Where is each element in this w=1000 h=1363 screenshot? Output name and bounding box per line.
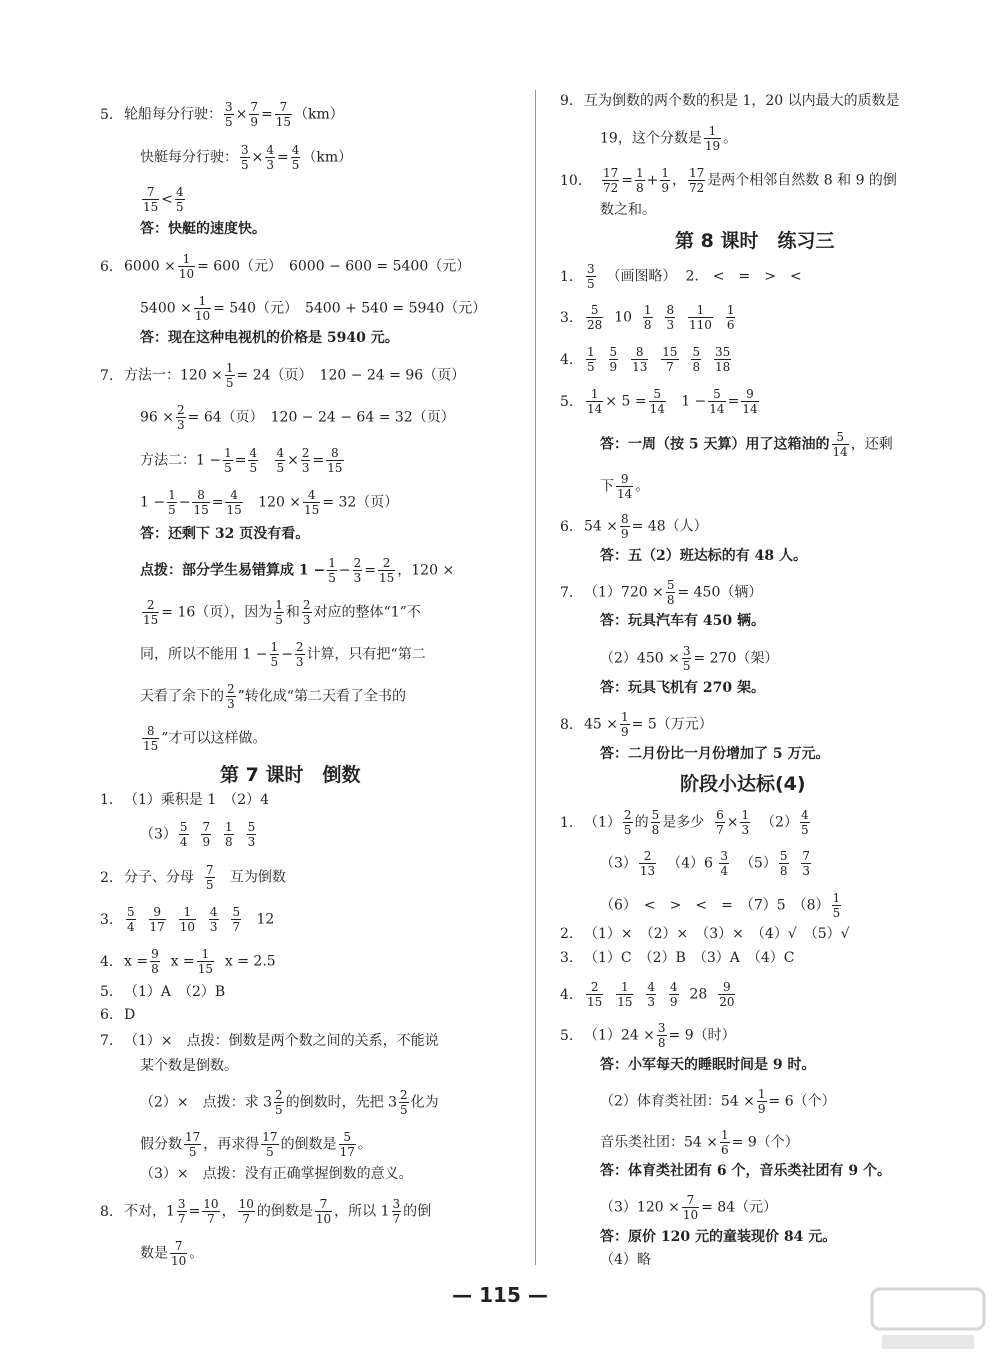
- fraction: $\frac{6}{7}$: [716, 808, 724, 837]
- s7-q3: 3. $\frac{5}{4}$ $\frac{9}{17}$ $\frac{1}{10}$ $\frac{4}{3}$ $\frac{5}{7}$ 12: [100, 905, 275, 934]
- s7-q1-l1: 1. （1）乘积是 1 （2）4: [100, 792, 270, 808]
- fraction: $\frac{2}{15}$: [143, 598, 159, 627]
- q7-tip1: 点拨：部分学生易错算成 1 − $\frac{1}{5}$ − $\frac{2}{3}$ = $\frac{2}{15}$ ，120 ×: [140, 556, 455, 585]
- s8-q4: 4. $\frac{1}{5}$ $\frac{5}{9}$ $\frac{8}{13}$ $\frac{15}{7}$ $\frac{5}{8}$ $\frac{35}{18}$: [560, 345, 731, 374]
- d-q5-l2: （2）体育类社团：54 × $\frac{1}{9}$ = 6（个）: [600, 1087, 836, 1116]
- d-q1-l1: 1. （1） $\frac{2}{5}$ 的 $\frac{5}{8}$ 是多少 $\frac{6}{7}$ × $\frac{1}{3}$ （2） $\frac{4}{5}$: [560, 808, 809, 837]
- fraction: $\frac{1}{9}$: [757, 1087, 766, 1116]
- fraction: $\frac{4}{15}$: [226, 488, 242, 517]
- fraction: $\frac{1}{9}$: [621, 710, 629, 739]
- fraction: $\frac{4}{3}$: [266, 143, 275, 172]
- s8-q7-ans2: 答：玩具飞机有 270 架。: [600, 680, 765, 696]
- d-q5-l1: 5. （1）24 × $\frac{3}{8}$ = 9（时）: [560, 1021, 736, 1050]
- fraction: $\frac{1}{10}$: [178, 252, 195, 281]
- fraction: $\frac{7}{15}$: [275, 100, 292, 129]
- fraction: $\frac{35}{18}$: [715, 345, 731, 374]
- fraction: $\frac{2}{5}$: [623, 808, 632, 837]
- d-q5-ans1: 答：小军每天的睡眠时间是 9 时。: [600, 1057, 816, 1073]
- fraction: $\frac{8}{13}$: [632, 345, 648, 374]
- s8-q5: 5. $\frac{1}{14}$ × 5 = $\frac{5}{14}$ 1 − $\frac{5}{14}$ = $\frac{9}{14}$: [560, 387, 758, 416]
- fraction: $\frac{2}{3}$: [177, 403, 185, 432]
- fraction: $\frac{4}{3}$: [647, 980, 656, 1009]
- q5-line1: 5. 轮船每分行驶： $\frac{3}{5}$ × $\frac{7}{9}$ = $\frac{7}{15}$ （km）: [100, 100, 344, 129]
- fraction: $\frac{7}{9}$: [202, 820, 211, 849]
- fraction: $\frac{5}{9}$: [609, 345, 618, 374]
- d-q5-l5: （4）略: [600, 1252, 651, 1268]
- s8-q1: 1. $\frac{3}{5}$ （画图略） 2. < = > <: [560, 262, 802, 291]
- fraction: $\frac{4}{5}$: [291, 143, 300, 172]
- fraction: $\frac{2}{3}$: [353, 556, 362, 585]
- section-title-7: 第 7 课时 倒数: [220, 764, 361, 786]
- s8-q7-l2: （2）450 × $\frac{3}{5}$ = 270（架）: [600, 644, 779, 673]
- fraction: $\frac{1}{110}$: [689, 303, 712, 332]
- fraction: $\frac{1}{19}$: [704, 124, 721, 153]
- fraction: $\frac{1}{5}$: [225, 361, 234, 390]
- fraction: $\frac{7}{5}$: [205, 863, 214, 892]
- column-divider: [535, 90, 536, 1265]
- s7-q8-l2: 数是 $\frac{7}{10}$ 。: [140, 1239, 204, 1268]
- fraction: $\frac{7}{9}$: [250, 100, 259, 129]
- fraction: $\frac{5}{14}$: [649, 387, 665, 416]
- q6-line1: 6. 6000 × $\frac{1}{10}$ = 600（元） 6000 − 600 = 5400（元）: [100, 252, 471, 281]
- s8-q8: 8. 45 × $\frac{1}{9}$ = 5（万元）: [560, 710, 713, 739]
- fraction: $\frac{1}{6}$: [721, 1128, 729, 1157]
- fraction: $\frac{17}{5}$: [262, 1130, 278, 1159]
- s8-q7-ans1: 答：玩具汽车有 450 辆。: [600, 613, 765, 629]
- fraction: $\frac{17}{5}$: [185, 1130, 201, 1159]
- q7-line3: 方法二：1 − $\frac{1}{5}$ = $\frac{4}{5}$ $\frac{4}{5}$ × $\frac{2}{3}$ = $\frac{8}{15}$: [140, 446, 343, 475]
- s7-q7-l1: 7. （1）× 点拨：倒数是两个数之间的关系，不能说: [100, 1033, 439, 1049]
- fraction: $\frac{3}{5}$: [241, 143, 249, 172]
- fraction: $\frac{4}{5}$: [249, 446, 258, 475]
- fraction: $\frac{7}{15}$: [143, 185, 159, 214]
- fraction: $\frac{1}{5}$: [587, 345, 595, 374]
- fraction: $\frac{2}{15}$: [378, 556, 395, 585]
- fraction: $\frac{8}{15}$: [143, 724, 159, 753]
- q6-answer: 答：现在这种电视机的价格是 5940 元。: [140, 330, 399, 346]
- s7-q5: 5. （1）A （2）B: [100, 984, 226, 1000]
- q6-line2: 5400 × $\frac{1}{10}$ = 540（元） 5400 + 540 = 5940（元）: [140, 294, 487, 323]
- q7-line1: 7. 方法一：120 × $\frac{1}{5}$ = 24（页） 120 − 24 = 96（页）: [100, 361, 466, 390]
- fraction: $\frac{1}{5}$: [832, 891, 841, 920]
- d-q3: 3. （1）C （2）B （3）A （4）C: [560, 950, 795, 966]
- fraction: $\frac{2}{13}$: [639, 849, 656, 878]
- q7-tip2: $\frac{2}{15}$ = 16（页），因为 $\frac{1}{5}$ 和 $\frac{2}{3}$ 对应的整体“1”不: [143, 598, 421, 627]
- q7-tip3: 同，所以不能用 1 − $\frac{1}{5}$ − $\frac{2}{3}$ 计算，只有把“第二: [140, 640, 426, 669]
- fraction: $\frac{1}{14}$: [587, 387, 603, 416]
- fraction: $\frac{4}{15}$: [304, 488, 320, 517]
- fraction: $\frac{5}{4}$: [127, 905, 135, 934]
- fraction: $\frac{8}{15}$: [327, 446, 343, 475]
- section-title-8: 第 8 课时 练习三: [675, 230, 835, 252]
- r-q10-l1: 10. $\frac{17}{72}$ = $\frac{1}{8}$ + $\frac{1}{9}$ ， $\frac{17}{72}$ 是两个相邻自然数 8 和 9 的倒: [560, 166, 897, 195]
- d-q5-ans2: 答：体育类社团有 6 个，音乐类社团有 9 个。: [600, 1163, 891, 1179]
- s8-q6-ans: 答：五（2）班达标的有 48 人。: [600, 548, 807, 564]
- fraction: $\frac{4}{5}$: [276, 446, 285, 475]
- d-q2: 2. （1）× （2）× （3）× （4）√ （5）√: [560, 926, 850, 942]
- s7-q2: 2. 分子、分母 $\frac{7}{5}$ 互为倒数: [100, 863, 286, 892]
- s7-q7-l5: （3）× 点拨：没有正确掌握倒数的意义。: [140, 1166, 413, 1182]
- fraction: $\frac{2}{3}$: [295, 640, 304, 669]
- fraction: $\frac{1}{10}$: [194, 294, 211, 323]
- fraction: $\frac{1}{9}$: [661, 166, 670, 195]
- fraction: $\frac{3}{8}$: [657, 1021, 666, 1050]
- r-q10-l2: 数之和。: [600, 202, 656, 218]
- s7-q4: 4. x = $\frac{9}{8}$ x = $\frac{1}{15}$ x = 2.5: [100, 947, 276, 976]
- fraction: $\frac{9}{17}$: [149, 905, 165, 934]
- fraction: $\frac{5}{8}$: [651, 808, 660, 837]
- fraction: $\frac{1}{5}$: [270, 640, 279, 669]
- fraction: $\frac{15}{7}$: [662, 345, 678, 374]
- s8-q5-ans1: 答：一周（按 5 天算）用了这箱油的 $\frac{5}{14}$ ，还剩: [600, 430, 893, 459]
- s7-q7-l3: （2）× 点拨：求 3 $\frac{2}{5}$ 的倒数时，先把 3 $\frac{2}{5}$ 化为: [140, 1088, 439, 1117]
- section-title-stage: 阶段小达标(4): [680, 773, 806, 795]
- fraction: $\frac{7}{3}$: [802, 849, 811, 878]
- fraction: $\frac{5}{14}$: [832, 430, 848, 459]
- d-q1-l3: （6） < > < = （7）5 （8） $\frac{1}{5}$: [600, 891, 841, 920]
- s7-q6: 6. D: [100, 1007, 136, 1023]
- d-q5-l4: （3）120 × $\frac{7}{10}$ = 84（元）: [600, 1193, 778, 1222]
- s7-q8-l1: 8. 不对，1 $\frac{3}{7}$ = $\frac{10}{7}$ ， $\frac{10}{7}$ 的倒数是 $\frac{7}{10}$ ，所以 1 $\frac{3}{7}$ 的倒: [100, 1197, 432, 1226]
- s7-q7-l4: 假分数 $\frac{17}{5}$ ，再求得 $\frac{17}{5}$ 的倒数是 $\frac{5}{17}$ 。: [140, 1130, 372, 1159]
- fraction: $\frac{10}{7}$: [238, 1197, 254, 1226]
- fraction: $\frac{1}{5}$: [275, 598, 283, 627]
- fraction: $\frac{9}{8}$: [151, 947, 159, 976]
- q7-answer: 答：还剩下 32 页没有看。: [140, 526, 310, 542]
- fraction: $\frac{10}{7}$: [203, 1197, 219, 1226]
- fraction: $\frac{5}{28}$: [587, 303, 603, 332]
- fraction: $\frac{3}{7}$: [392, 1197, 401, 1226]
- q5-compare: $\frac{7}{15}$ < $\frac{4}{5}$: [143, 185, 184, 214]
- fraction: $\frac{3}{5}$: [225, 100, 233, 129]
- fraction: $\frac{9}{14}$: [617, 472, 633, 501]
- fraction: $\frac{2}{15}$: [587, 980, 603, 1009]
- d-q1-l2: （3） $\frac{2}{13}$ （4）6 $\frac{3}{4}$ （5） $\frac{5}{8}$ $\frac{7}{3}$: [600, 849, 811, 878]
- q7-line4: 1 − $\frac{1}{5}$ − $\frac{8}{15}$ = $\frac{4}{15}$ 120 × $\frac{4}{15}$ = 32（页）: [140, 488, 399, 517]
- fraction: $\frac{5}{17}$: [339, 1130, 355, 1159]
- fraction: $\frac{7}{10}$: [682, 1193, 699, 1222]
- fraction: $\frac{1}{6}$: [726, 303, 735, 332]
- fraction: $\frac{1}{8}$: [643, 303, 652, 332]
- q5-answer: 答：快艇的速度快。: [140, 221, 266, 237]
- fraction: $\frac{1}{8}$: [636, 166, 644, 195]
- q5-line2: 快艇每分行驶： $\frac{3}{5}$ × $\frac{4}{3}$ = $\frac{4}{5}$ （km）: [140, 143, 353, 172]
- s8-q5-ans2: 下 $\frac{9}{14}$ 。: [600, 472, 650, 501]
- fraction: $\frac{2}{3}$: [302, 598, 311, 627]
- fraction: $\frac{5}{8}$: [692, 345, 701, 374]
- fraction: $\frac{8}{3}$: [666, 303, 675, 332]
- fraction: $\frac{8}{9}$: [621, 512, 629, 541]
- r-q9-l2: 19，这个分数是 $\frac{1}{19}$ 。: [600, 124, 738, 153]
- fraction: $\frac{1}{8}$: [225, 820, 233, 849]
- fraction: $\frac{7}{10}$: [315, 1197, 332, 1226]
- fraction: $\frac{17}{72}$: [689, 166, 705, 195]
- s8-q3: 3. $\frac{5}{28}$ 10 $\frac{1}{8}$ $\frac{8}{3}$ $\frac{1}{110}$ $\frac{1}{6}$: [560, 303, 735, 332]
- fraction: $\frac{1}{5}$: [168, 488, 176, 517]
- fraction: $\frac{3}{4}$: [720, 849, 729, 878]
- d-q5-ans3: 答：原价 120 元的童装现价 84 元。: [600, 1229, 837, 1245]
- fraction: $\frac{4}{9}$: [669, 980, 678, 1009]
- s8-q7-l1: 7. （1）720 × $\frac{5}{8}$ = 450（辆）: [560, 578, 763, 607]
- fraction: $\frac{9}{20}$: [719, 980, 735, 1009]
- fraction: $\frac{4}{3}$: [209, 905, 218, 934]
- fraction: $\frac{3}{5}$: [682, 644, 691, 673]
- fraction: $\frac{1}{10}$: [179, 905, 196, 934]
- fraction: $\frac{3}{5}$: [587, 262, 595, 291]
- fraction: $\frac{1}{5}$: [224, 446, 232, 475]
- fraction: $\frac{5}{8}$: [779, 849, 788, 878]
- s8-q8-ans: 答：二月份比一月份增加了 5 万元。: [600, 746, 830, 762]
- fraction: $\frac{2}{3}$: [227, 682, 235, 711]
- s7-q7-l2: 某个数是倒数。: [140, 1058, 238, 1074]
- s8-q6: 6. 54 × $\frac{8}{9}$ = 48（人）: [560, 512, 708, 541]
- fraction: $\frac{4}{5}$: [800, 808, 809, 837]
- watermark-logo: [868, 1285, 988, 1355]
- fraction: $\frac{8}{15}$: [193, 488, 209, 517]
- fraction: $\frac{5}{7}$: [232, 905, 241, 934]
- r-q9-l1: 9. 互为倒数的两个数的积是 1，20 以内最大的质数是: [560, 93, 900, 109]
- fraction: $\frac{2}{5}$: [275, 1088, 283, 1117]
- fraction: $\frac{3}{7}$: [177, 1197, 186, 1226]
- fraction: $\frac{2}{3}$: [301, 446, 310, 475]
- fraction: $\frac{2}{5}$: [400, 1088, 408, 1117]
- fraction: $\frac{5}{3}$: [247, 820, 256, 849]
- fraction: $\frac{1}{15}$: [197, 947, 213, 976]
- fraction: $\frac{5}{8}$: [666, 578, 675, 607]
- fraction: $\frac{4}{5}$: [176, 185, 184, 214]
- fraction: $\frac{17}{72}$: [603, 166, 619, 195]
- q7-line2: 96 × $\frac{2}{3}$ = 64（页） 120 − 24 − 64 = 32（页）: [140, 403, 455, 432]
- fraction: $\frac{5}{14}$: [709, 387, 725, 416]
- d-q4: 4. $\frac{2}{15}$ $\frac{1}{15}$ $\frac{4}{3}$ $\frac{4}{9}$ 28 $\frac{9}{20}$: [560, 980, 735, 1009]
- fraction: $\frac{9}{14}$: [742, 387, 758, 416]
- fraction: $\frac{1}{15}$: [617, 980, 633, 1009]
- page-number: — 115 —: [452, 1283, 548, 1307]
- q7-tip4: 天看了余下的 $\frac{2}{3}$ ”转化成“第二天看了全书的: [140, 682, 406, 711]
- s7-q1-l2: （3） $\frac{5}{4}$ $\frac{7}{9}$ $\frac{1}{8}$ $\frac{5}{3}$: [140, 820, 256, 849]
- fraction: $\frac{5}{4}$: [179, 820, 188, 849]
- q7-tip5: $\frac{8}{15}$ ”才可以这样做。: [143, 724, 267, 753]
- fraction: $\frac{7}{10}$: [171, 1239, 187, 1268]
- fraction: $\frac{1}{5}$: [328, 556, 336, 585]
- fraction: $\frac{1}{3}$: [741, 808, 750, 837]
- d-q5-l3: 音乐类社团：54 × $\frac{1}{6}$ = 9（个）: [600, 1128, 799, 1157]
